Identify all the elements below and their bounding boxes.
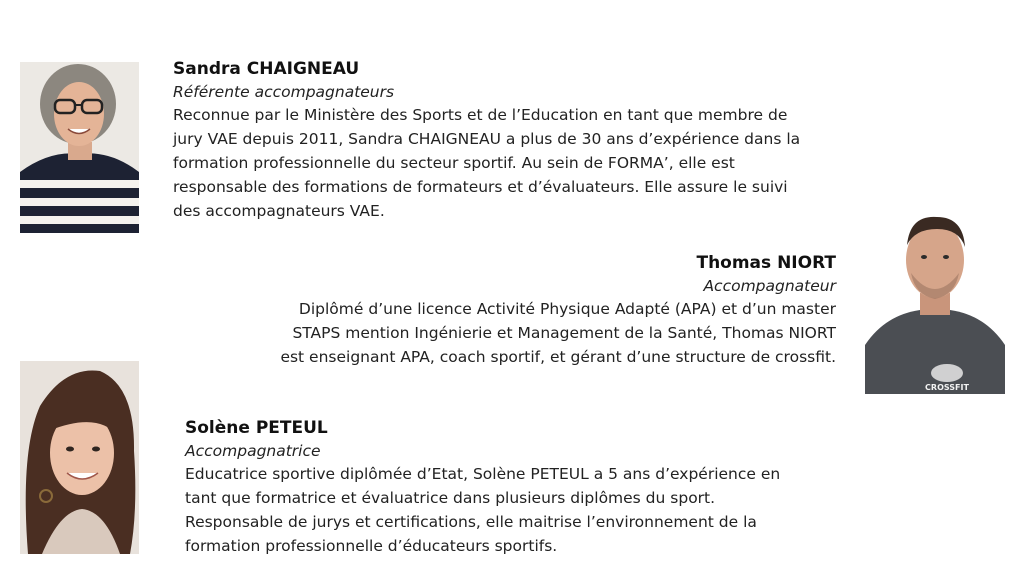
shirt-logo: CROSSFIT — [925, 383, 969, 392]
person-role: Accompagnatrice — [185, 442, 321, 460]
photo-solene-peteul — [20, 361, 139, 554]
person-description: Reconnue par le Ministère des Sports et de l’Education en tant que membre de jury VAE depuis 2011, Sandra CHAIGNEAU a plus de 30 ans d’expérience dans la formation professionnelle du secteur sportif. Au sein de FORMA’, elle est responsable des formations de formateurs et d’évaluateurs. Elle assure le suivi des accompagnateurs VAE. — [173, 106, 801, 220]
bio-sandra-chaigneau — [173, 59, 853, 223]
photo-sandra-chaigneau — [20, 62, 139, 233]
person-description: Educatrice sportive diplômée d’Etat, Solène PETEUL a 5 ans d’expérience en tant que formatrice et évaluatrice dans plusieurs diplômes du sport. Responsable de jurys et certifications, elle maitrise l’environnement de la formation professionnelle d’éducateurs sportifs. — [185, 465, 781, 555]
person-role: Référente accompagnateurs — [173, 83, 395, 101]
person-name: Solène PETEUL — [185, 418, 328, 438]
person-description: Diplômé d’une licence Activité Physique Adapté (APA) et d’un master STAPS mention Ingénierie et Management de la Santé, Thomas NIORT est enseignant APA, coach sportif, et gérant d’une structure de crossfit. — [280, 300, 836, 366]
photo-thomas-niort — [865, 205, 1005, 394]
person-role: Accompagnateur — [703, 277, 836, 295]
bio-solene-peteul — [185, 418, 845, 558]
person-name: Sandra CHAIGNEAU — [173, 59, 360, 79]
bio-thomas-niort — [216, 253, 836, 369]
person-name: Thomas NIORT — [696, 253, 836, 273]
